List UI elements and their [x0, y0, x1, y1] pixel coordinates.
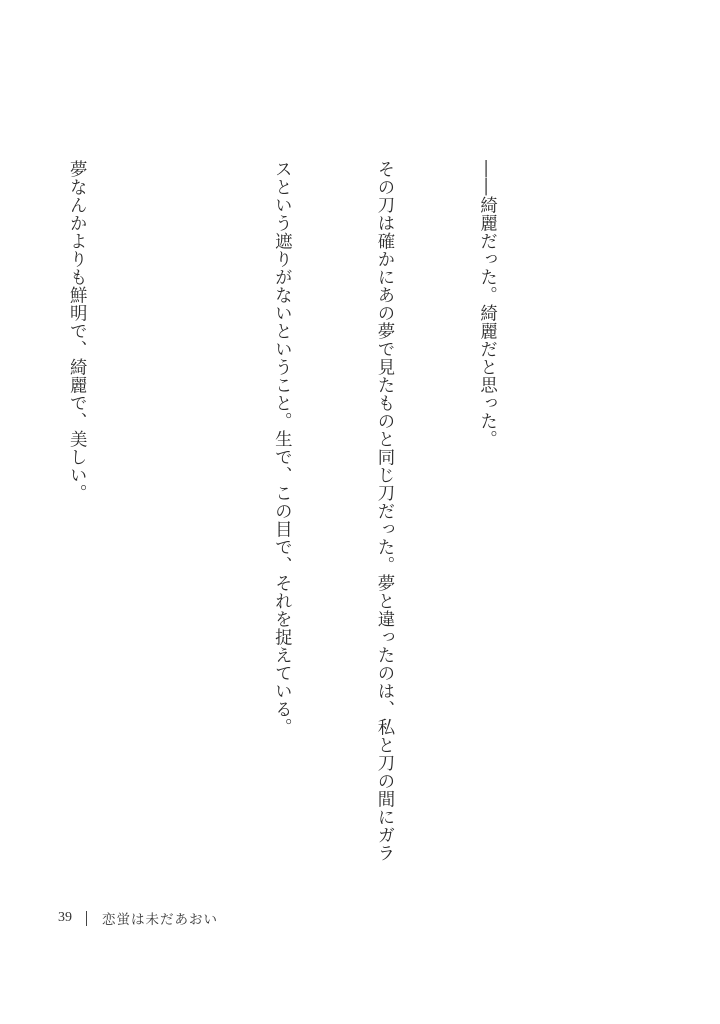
text-line: スという遮りがないということ。生で、この目で、それを捉えている。 [271, 160, 292, 736]
text-line: その刀は確かにあの夢で見たものと同じ刀だった。夢と違ったのは、私と刀の間にガラ [373, 160, 394, 862]
book-title: 恋蛍は未だあおい [102, 912, 218, 928]
vertical-text-block [0, 160, 572, 865]
text-line: ――綺麗だった。綺麗だと思った。 [476, 160, 497, 448]
footer-divider [86, 911, 87, 926]
page-number: 39 [58, 910, 72, 925]
page-footer [58, 908, 218, 928]
text-line: 夢なんかよりも鮮明で、綺麗で、美しい。 [66, 160, 87, 502]
blank-line [162, 160, 196, 865]
